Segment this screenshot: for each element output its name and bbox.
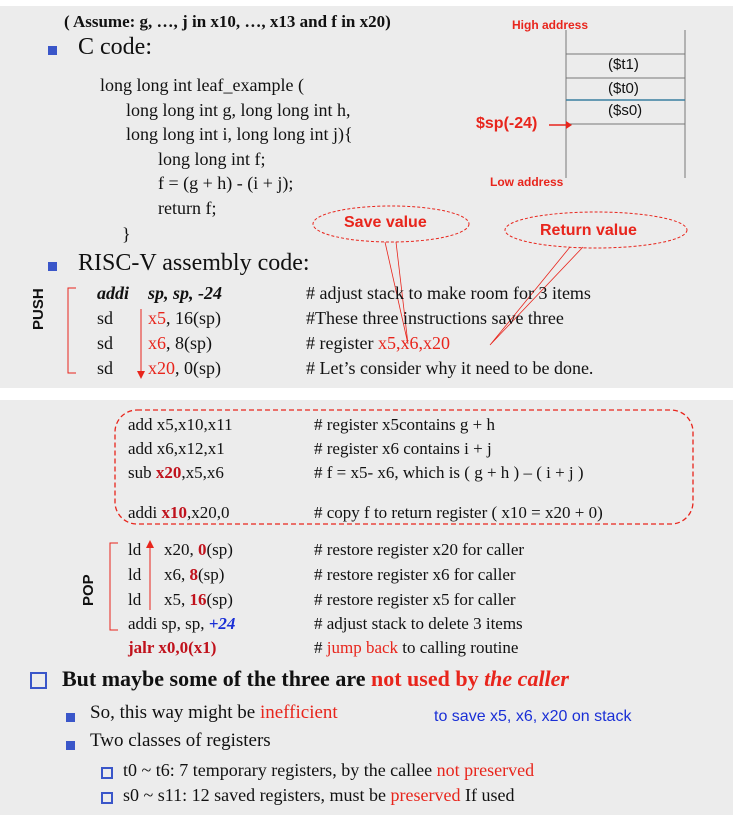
code-line: } bbox=[122, 224, 131, 244]
push-reg-name: x6 bbox=[148, 333, 166, 353]
pop-args bbox=[164, 540, 233, 560]
up-arrow-icon bbox=[145, 538, 155, 612]
code-line: f = (g + h) - (i + j); bbox=[158, 173, 294, 193]
code-line: long long int g, long long int h, bbox=[126, 100, 351, 120]
push-reg bbox=[148, 308, 221, 329]
push-comment: # adjust stack to make room for 3 items bbox=[306, 283, 591, 303]
register-class bbox=[123, 760, 534, 781]
bullet-square-icon bbox=[48, 46, 57, 55]
c-code-title: C code: bbox=[78, 34, 152, 60]
pop-args bbox=[164, 565, 224, 585]
stack-cell: ($s0) bbox=[608, 102, 643, 119]
push-op: sd bbox=[97, 358, 114, 378]
comment-text: to calling routine bbox=[398, 638, 519, 657]
code-line: long long int f; bbox=[158, 149, 266, 169]
push-reg-name: x5 bbox=[148, 308, 166, 328]
pop-op: ld bbox=[128, 565, 142, 584]
body-comment: # copy f to return register ( x10 = x20 + 0) bbox=[314, 503, 603, 522]
push-op: sd bbox=[97, 333, 114, 353]
sub-point-red: inefficient bbox=[259, 702, 338, 723]
instr-text: ,x5,x6 bbox=[181, 463, 224, 482]
stack-cell: ($t1) bbox=[608, 56, 639, 73]
down-arrow-icon bbox=[136, 307, 146, 381]
pop-comment: # restore register x5 for caller bbox=[314, 590, 516, 609]
sub-point-note: to save x5, x6, x20 on stack bbox=[434, 708, 632, 725]
sub-point-text: So, this way might be bbox=[90, 702, 260, 723]
push-comment: # Let’s consider why it need to be done. bbox=[306, 358, 594, 378]
register-class-text: t0 ~ t6: 7 temporary registers, by the callee bbox=[123, 760, 437, 780]
hollow-bullet-icon bbox=[101, 792, 113, 804]
code-line: return f; bbox=[158, 198, 217, 218]
push-reg-offset: , 8(sp) bbox=[166, 333, 212, 353]
sp-label: $sp(-24) bbox=[476, 115, 538, 132]
pop-reg: x20, bbox=[164, 540, 198, 559]
pop-bracket bbox=[104, 540, 124, 634]
pop-label: POP bbox=[80, 574, 97, 606]
comment-highlight: jump back bbox=[326, 638, 399, 657]
assume-note: ( Assume: g, …, j in x10, …, x13 and f in x20) bbox=[64, 12, 391, 31]
body-comment: # f = x5- x6, which is ( g + h ) – ( i + j ) bbox=[314, 463, 584, 482]
pop-base: (sp) bbox=[206, 590, 233, 609]
push-reg-offset: , 16(sp) bbox=[166, 308, 221, 328]
instr-text: ,x20,0 bbox=[187, 503, 230, 522]
sub-point: Two classes of registers bbox=[90, 730, 271, 751]
pop-offset: +24 bbox=[208, 614, 236, 633]
push-reg bbox=[148, 333, 212, 354]
main-point-red-italic: the caller bbox=[484, 666, 569, 691]
push-label: PUSH bbox=[30, 288, 47, 330]
pop-op bbox=[128, 614, 235, 634]
instr-text: sub bbox=[128, 463, 156, 482]
pop-comment: # adjust stack to delete 3 items bbox=[314, 614, 523, 633]
bullet-square-icon bbox=[66, 741, 75, 750]
push-reg-name: x20 bbox=[148, 358, 175, 378]
code-line: long long int leaf_example ( bbox=[100, 75, 304, 95]
pop-instr: addi sp, sp, bbox=[128, 614, 209, 633]
pop-comment bbox=[314, 638, 518, 658]
push-op: sd bbox=[97, 308, 114, 328]
main-point-text: But maybe some of the three are bbox=[62, 666, 371, 691]
register-class bbox=[123, 785, 515, 806]
instr-reg: x10 bbox=[161, 503, 188, 522]
register-class-text: s0 ~ s11: 12 saved registers, must be bbox=[123, 785, 391, 805]
pop-offset: 0 bbox=[198, 540, 207, 559]
push-args: sp, sp, -24 bbox=[148, 283, 223, 303]
body-instr: add x6,x12,x1 bbox=[128, 439, 225, 458]
pop-op: ld bbox=[128, 590, 142, 609]
pop-op: ld bbox=[128, 540, 142, 559]
pop-offset: 8 bbox=[189, 565, 198, 584]
register-class-red: preserved bbox=[390, 785, 461, 805]
instr-reg: x20 bbox=[155, 463, 182, 482]
pop-offset: 16 bbox=[189, 590, 207, 609]
hollow-bullet-icon bbox=[101, 767, 113, 779]
push-reg bbox=[148, 358, 221, 379]
register-class-red: not preserved bbox=[436, 760, 535, 780]
body-instr bbox=[128, 463, 224, 483]
push-op: addi bbox=[97, 283, 130, 303]
stack-cell: ($t0) bbox=[608, 80, 639, 97]
save-value-bubble: Save value bbox=[344, 214, 427, 231]
main-point bbox=[62, 666, 569, 692]
pop-comment: # restore register x20 for caller bbox=[314, 540, 525, 559]
pop-reg: x5, bbox=[164, 590, 190, 609]
pop-comment: # restore register x6 for caller bbox=[314, 565, 516, 584]
push-comment: #These three instructions save three bbox=[306, 308, 564, 328]
sp-arrow-icon bbox=[549, 118, 573, 132]
high-address-label: High address bbox=[512, 18, 589, 32]
bullet-square-icon bbox=[48, 262, 57, 271]
comment-text: # register bbox=[306, 333, 378, 353]
instr-text: addi bbox=[128, 503, 162, 522]
bullet-square-icon bbox=[66, 713, 75, 722]
body-instr bbox=[128, 503, 230, 523]
push-bracket bbox=[62, 285, 82, 377]
body-comment: # register x6 contains i + j bbox=[314, 439, 492, 458]
push-comment bbox=[306, 333, 450, 354]
riscv-title: RISC-V assembly code: bbox=[78, 250, 310, 276]
jalr-instr: jalr x0,0(x1) bbox=[128, 638, 217, 657]
pop-args bbox=[164, 590, 233, 610]
hollow-bullet-icon bbox=[30, 672, 47, 689]
comment-highlight: x5,x6,x20 bbox=[377, 333, 450, 353]
code-line: long long int i, long long int j){ bbox=[126, 124, 353, 144]
return-value-bubble: Return value bbox=[540, 222, 637, 239]
pop-reg: x6, bbox=[164, 565, 190, 584]
body-comment: # register x5contains g + h bbox=[314, 415, 495, 434]
push-reg-offset: , 0(sp) bbox=[175, 358, 221, 378]
pop-base: (sp) bbox=[206, 540, 233, 559]
sub-point bbox=[90, 702, 338, 724]
low-address-label: Low address bbox=[490, 175, 564, 189]
main-point-red: not used by bbox=[370, 666, 485, 691]
pop-base: (sp) bbox=[198, 565, 225, 584]
comment-text: # bbox=[314, 638, 327, 657]
body-instr: add x5,x10,x11 bbox=[128, 415, 233, 434]
register-class-text: If used bbox=[460, 785, 515, 805]
